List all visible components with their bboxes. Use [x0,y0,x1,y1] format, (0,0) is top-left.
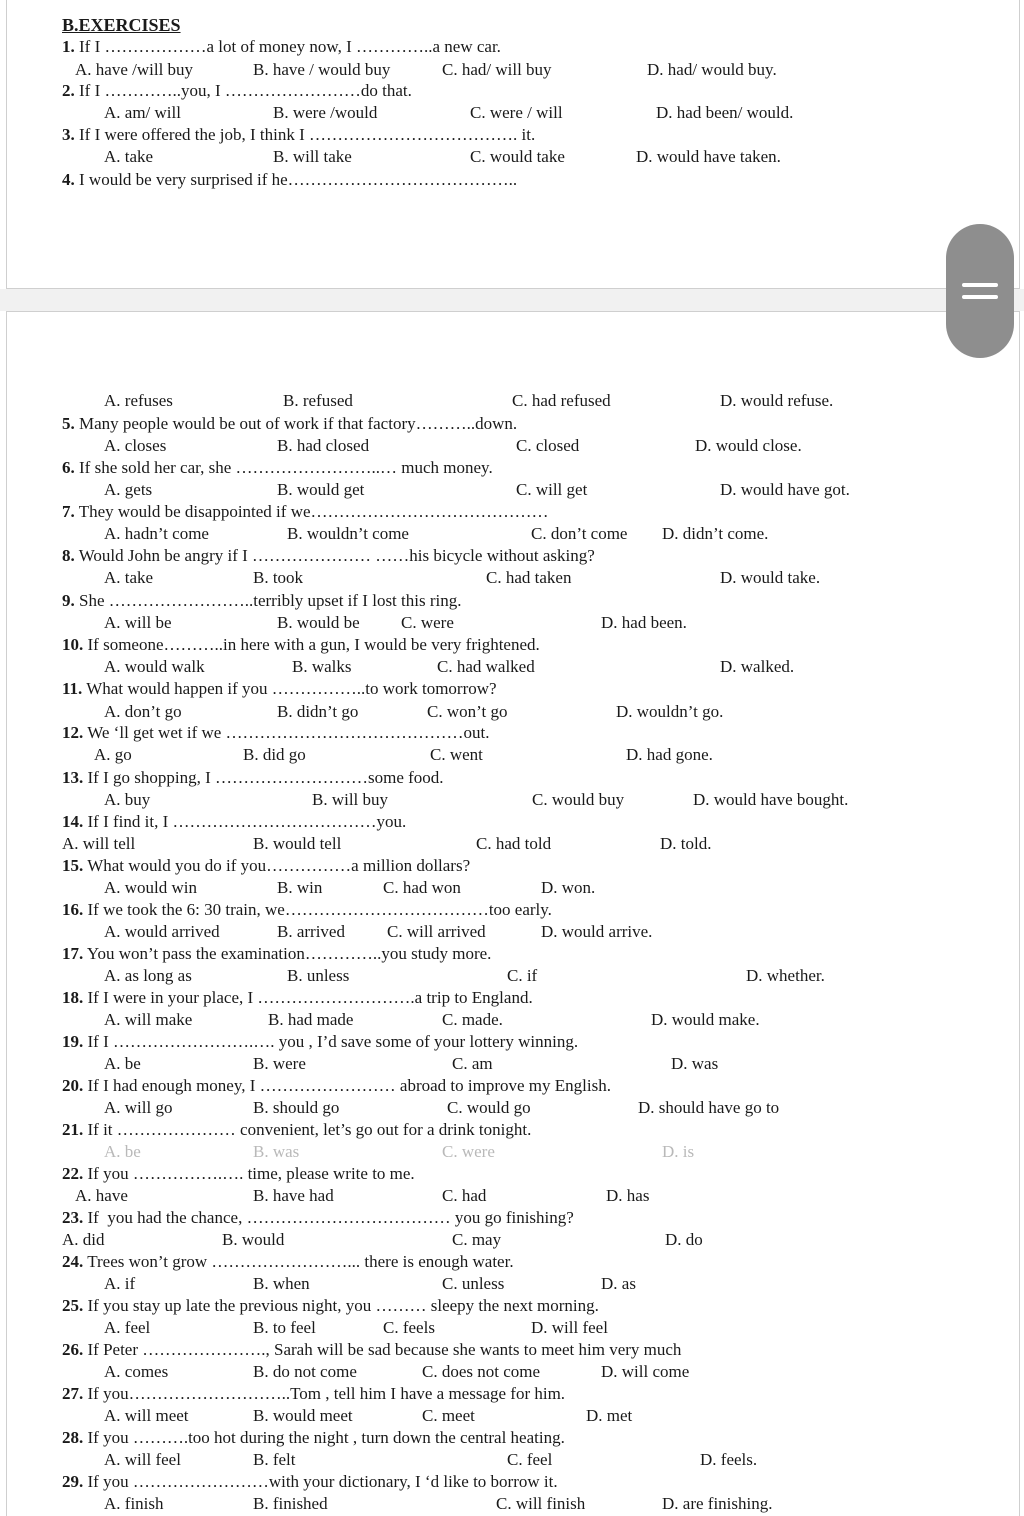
question-stem: What would you do if you……………a million dollars? [87,856,471,875]
option-d: D. would have got. [720,480,850,499]
question-stem: If I had enough money, I …………………… abroad to improve my English. [87,1076,611,1095]
option-b: B. to feel [253,1318,316,1337]
question-stem: They would be disappointed if we…………………………………… [78,502,549,521]
question-11 [62,679,497,699]
option-a: A. will be [104,613,172,632]
option-d: D. whether. [746,966,825,985]
option-b: B. would [222,1230,285,1249]
option-d: D. would take. [720,568,821,587]
option-d: D. walked. [720,657,795,676]
question-26 [62,1340,681,1360]
option-b: B. were /would [273,103,378,122]
question-stem: If you ……….too hot during the night , turn down the central heating. [87,1428,565,1447]
question-stem: If it ………………… convenient, let’s go out for a drink tonight. [87,1120,532,1139]
option-b: B. didn’t go [277,702,359,721]
option-b: B. was [253,1142,300,1161]
question-number: 9. [62,591,75,610]
option-c: C. don’t come [531,524,628,543]
option-a: A. will meet [104,1406,189,1425]
question-stem: If I …………………….…. you , I’d save some of your lottery winning. [87,1032,579,1051]
question-17 [62,944,491,964]
option-b: B. have / would buy [253,60,391,79]
option-d: D. would arrive. [541,922,653,941]
option-b: B. will take [273,147,352,166]
option-d: D. has [606,1186,650,1205]
option-d: D. feels. [700,1450,758,1469]
option-b: B. felt [253,1450,296,1469]
option-a: A. have /will buy [75,60,194,79]
option-d: D. had gone. [626,745,713,764]
question-stem: You won’t pass the examination…………..you study more. [86,944,492,963]
option-a: A. did [62,1230,105,1249]
grip-line-icon [962,283,998,287]
option-c: C. had taken [486,568,572,587]
option-a: A. feel [104,1318,151,1337]
option-d: D. won. [541,878,596,897]
option-c: C. would take [470,147,565,166]
option-d: D. is [662,1142,695,1161]
option-b: B. were [253,1054,306,1073]
question-stem: Trees won’t grow ……………………... there is enough water. [87,1252,514,1271]
option-d: D. didn’t come. [662,524,769,543]
question-stem: If you stay up late the previous night, you ……… sleepy the next morning. [87,1296,599,1315]
option-b: B. win [277,878,323,897]
question-24 [62,1252,514,1272]
option-a: A. will tell [62,834,136,853]
option-c: C. had won [383,878,461,897]
question-number: 19. [62,1032,84,1051]
question-6 [62,458,493,478]
option-a: A. don’t go [104,702,182,721]
page-gap [0,289,1024,311]
question-22 [62,1164,415,1184]
option-c: C. had [442,1186,487,1205]
exercise-heading: B.EXERCISES [62,15,181,35]
question-number: 6. [62,458,75,477]
question-number: 7. [62,502,75,521]
question-8 [62,546,595,566]
option-b: B. unless [287,966,350,985]
option-c: C. am [452,1054,493,1073]
question-stem: If Peter …………………., Sarah will be sad because she wants to meet him very much [87,1340,682,1359]
option-c: C. will arrived [387,922,486,941]
question-stem: If you …………….…. time, please write to me. [87,1164,415,1183]
option-a: A. will make [104,1010,193,1029]
question-number: 18. [62,988,84,1007]
question-number: 23. [62,1208,84,1227]
option-d: D. would make. [651,1010,760,1029]
question-number: 15. [62,856,84,875]
question-stem: If you………………………..Tom , tell him I have a message for him. [87,1384,566,1403]
question-18 [62,988,533,1008]
option-d: D. will feel [531,1318,608,1337]
option-a: A. am/ will [104,103,181,122]
option-b: B. would be [277,613,360,632]
option-c: C. meet [422,1406,475,1425]
option-c: C. had told [476,834,552,853]
question-number: 4. [62,170,75,189]
option-c: C. if [507,966,538,985]
question-number: 11. [62,679,83,698]
option-b: B. would get [277,480,365,499]
question-number: 3. [62,125,75,144]
option-c: C. feels [383,1318,435,1337]
option-a: A. closes [104,436,167,455]
option-c: C. would go [447,1098,531,1117]
option-b: B. had closed [277,436,370,455]
question-27 [62,1384,565,1404]
option-d: D. met [586,1406,633,1425]
question-number: 1. [62,37,75,56]
option-b: B. finished [253,1494,328,1513]
question-10 [62,635,540,655]
question-stem: If she sold her car, she ……………………..… much money. [79,458,493,477]
option-a: A. go [94,745,132,764]
question-number: 17. [62,944,84,963]
question-stem: If you had the chance, ……………………………… you go finishing? [87,1208,574,1227]
option-b: B. should go [253,1098,340,1117]
option-a: A. refuses [104,391,173,410]
option-a: A. would arrived [104,922,220,941]
option-a: A. buy [104,790,151,809]
option-c: C. does not come [422,1362,541,1381]
question-stem: We ‘ll get wet if we ……………………………………out. [87,723,490,742]
question-14 [62,812,406,832]
option-c: C. won’t go [427,702,508,721]
option-b: B. arrived [277,922,345,941]
option-b: B. had made [268,1010,354,1029]
option-a: A. be [104,1142,141,1161]
option-c: C. had walked [437,657,535,676]
option-d: D. will come [601,1362,690,1381]
option-a: A. would walk [104,657,205,676]
option-a: A. have [75,1186,128,1205]
question-number: 20. [62,1076,84,1095]
question-stem: Would John be angry if I ………………… ……his bicycle without asking? [78,546,595,565]
option-d: D. would refuse. [720,391,834,410]
question-16 [62,900,552,920]
question-stem: If I were offered the job, I think I ………………………………. it. [79,125,536,144]
option-c: C. may [452,1230,502,1249]
option-b: B. wouldn’t come [287,524,409,543]
option-b: B. walks [292,657,352,676]
option-c: C. feel [507,1450,553,1469]
question-20 [62,1076,611,1096]
question-stem: If you ……………………with your dictionary, I ‘d like to borrow it. [87,1472,558,1491]
option-a: A. would win [104,878,198,897]
question-1 [62,37,501,57]
question-number: 27. [62,1384,84,1403]
question-number: 8. [62,546,75,565]
option-a: A. if [104,1274,136,1293]
question-12 [62,723,490,743]
question-number: 10. [62,635,84,654]
option-c: C. went [430,745,483,764]
question-number: 28. [62,1428,84,1447]
option-b: B. would tell [253,834,342,853]
question-13 [62,768,444,788]
question-3 [62,125,535,145]
option-c: C. would buy [532,790,625,809]
question-7 [62,502,549,522]
question-2 [62,81,412,101]
option-b: B. would meet [253,1406,353,1425]
question-number: 21. [62,1120,84,1139]
option-a: A. take [104,568,154,587]
option-c: C. made. [442,1010,503,1029]
option-b: B. do not come [253,1362,357,1381]
question-number: 5. [62,414,75,433]
option-d: D. would have taken. [636,147,781,166]
option-c: C. will finish [496,1494,586,1513]
question-stem: If we took the 6: 30 train, we………………………………too early. [87,900,552,919]
option-d: D. are finishing. [662,1494,773,1513]
option-d: D. should have go to [638,1098,780,1117]
option-c: C. had/ will buy [442,60,552,79]
question-stem: If I find it, I ………………………………you. [87,812,407,831]
option-b: B. will buy [312,790,389,809]
option-d: D. do [665,1230,703,1249]
question-stem: If I …………..you, I ……………………do that. [79,81,412,100]
question-number: 2. [62,81,75,100]
question-number: 16. [62,900,84,919]
option-d: D. wouldn’t go. [616,702,724,721]
option-c: C. had refused [512,391,611,410]
option-a: A. finish [104,1494,164,1513]
question-stem: If I go shopping, I ………………………some food. [87,768,444,787]
question-21 [62,1120,531,1140]
question-number: 26. [62,1340,84,1359]
question-number: 25. [62,1296,84,1315]
option-a: A. comes [104,1362,169,1381]
question-23 [62,1208,574,1228]
question-25 [62,1296,599,1316]
question-number: 14. [62,812,84,831]
option-d: D. had been/ would. [656,103,794,122]
question-stem: If I were in your place, I ……………………….a trip to England. [87,988,533,1007]
option-d: D. would have bought. [693,790,849,809]
option-a: A. take [104,147,154,166]
option-d: D. as [601,1274,636,1293]
question-number: 29. [62,1472,84,1491]
option-b: B. did go [243,745,306,764]
option-a: A. gets [104,480,153,499]
option-d: D. told. [660,834,712,853]
question-19 [62,1032,578,1052]
option-b: B. refused [283,391,353,410]
option-b: B. have had [253,1186,334,1205]
question-4 [62,170,517,190]
option-a: A. will go [104,1098,173,1117]
option-b: B. took [253,568,304,587]
question-29 [62,1472,558,1492]
option-c: C. closed [516,436,580,455]
question-stem: She ……………………..terribly upset if I lost this ring. [79,591,462,610]
question-number: 22. [62,1164,84,1183]
question-number: 24. [62,1252,84,1271]
question-stem: What would happen if you ……………..to work tomorrow? [86,679,497,698]
question-number: 12. [62,723,84,742]
question-stem: If someone………..in here with a gun, I would be very frightened. [87,635,540,654]
option-c: C. were [442,1142,495,1161]
option-c: C. were / will [470,103,563,122]
grip-line-icon [962,295,998,299]
question-15 [62,856,470,876]
option-a: A. hadn’t come [104,524,209,543]
question-5 [62,414,517,434]
question-28 [62,1428,565,1448]
option-d: D. was [671,1054,719,1073]
option-c: C. will get [516,480,588,499]
option-a: A. as long as [104,966,192,985]
option-d: D. had been. [601,613,687,632]
question-stem: I would be very surprised if he………………………………….. [79,170,518,189]
question-9 [62,591,461,611]
question-stem: Many people would be out of work if that factory………..down. [79,414,518,433]
scroll-handle[interactable] [946,224,1014,358]
question-number: 13. [62,768,84,787]
option-c: C. were [401,613,454,632]
option-c: C. unless [442,1274,505,1293]
question-stem: If I ………………a lot of money now, I …………..a new car. [79,37,501,56]
option-d: D. had/ would buy. [647,60,777,79]
option-b: B. when [253,1274,310,1293]
option-a: A. be [104,1054,141,1073]
option-d: D. would close. [695,436,802,455]
option-a: A. will feel [104,1450,181,1469]
